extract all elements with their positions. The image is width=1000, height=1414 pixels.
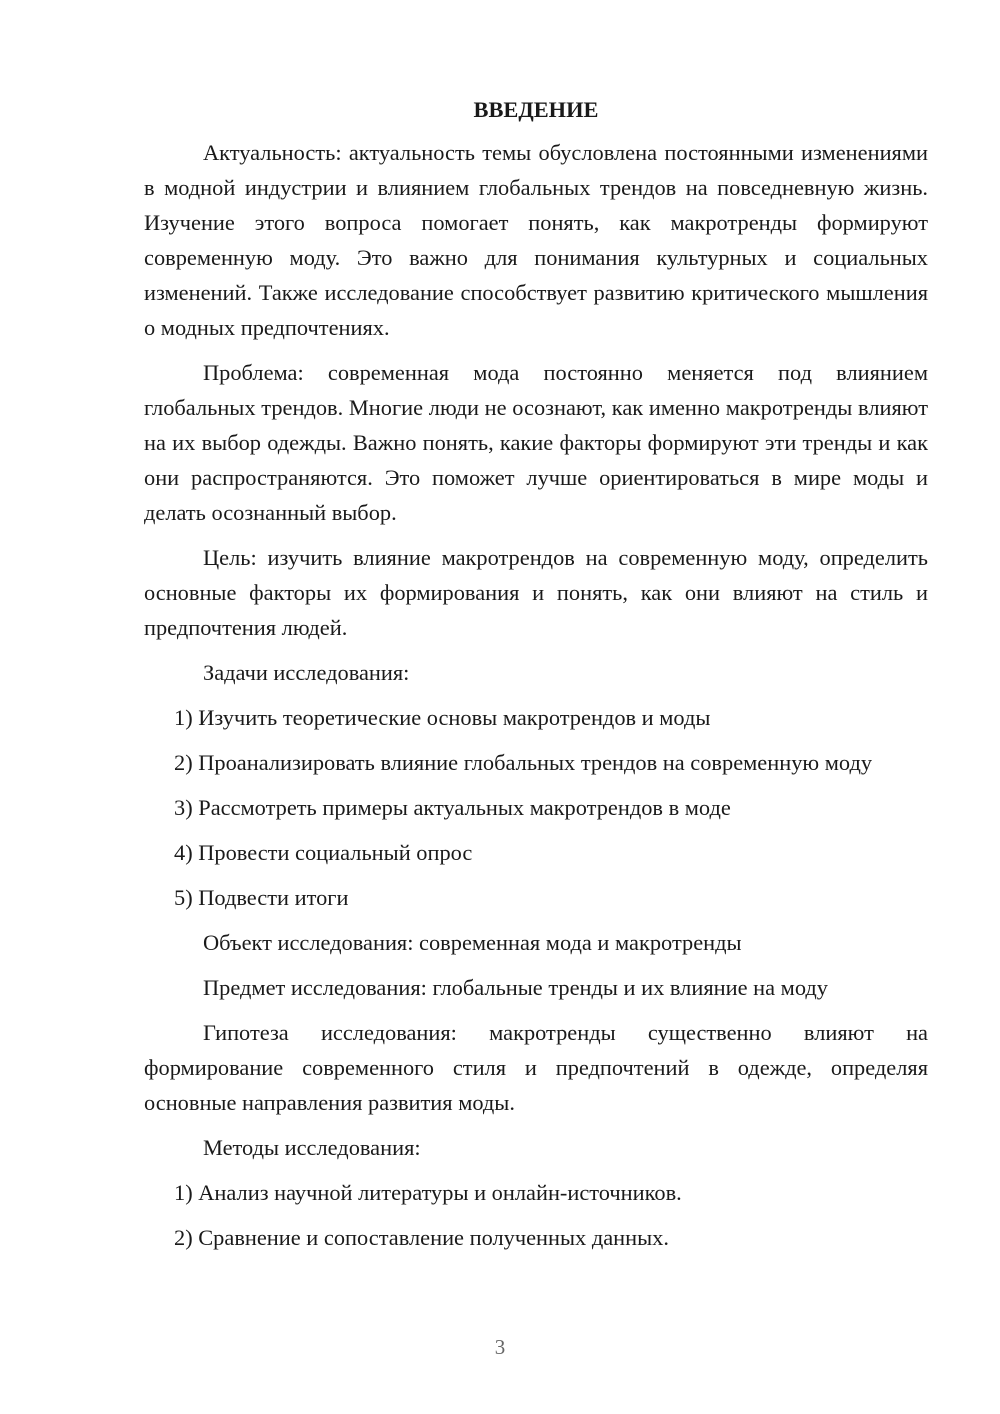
tasks-list: [144, 700, 928, 915]
list-item: 5) Подвести итоги: [174, 885, 349, 910]
problem-paragraph: Проблема: современная мода постоянно меняется под влиянием глобальных трендов. Многие люди не осознают, как именно макротренды влияют на их выбор одежды. Важно понять, какие факторы формируют эти тренды и как они распространяются. Это поможет лучше ориентироваться в мире моды и делать осознанный выбор.: [144, 360, 928, 525]
hypothesis-paragraph: Гипотеза исследования: макротренды существенно влияют на формирование современного стиля и предпочтений в одежде, определяя основные направления развития моды.: [144, 1020, 928, 1115]
document-page: [144, 92, 928, 1255]
list-item: 1) Анализ научной литературы и онлайн-источников.: [174, 1180, 682, 1205]
list-item: 1) Изучить теоретические основы макротрендов и моды: [174, 705, 711, 730]
methods-list: [144, 1175, 928, 1255]
object-paragraph: Объект исследования: современная мода и макротренды: [203, 930, 742, 955]
list-item: 4) Провести социальный опрос: [174, 840, 473, 865]
goal-paragraph: Цель: изучить влияние макротрендов на современную моду, определить основные факторы их формирования и понять, как они влияют на стиль и предпочтения людей.: [144, 545, 928, 640]
list-item: 3) Рассмотреть примеры актуальных макротрендов в моде: [174, 795, 731, 820]
list-item: 2) Проанализировать влияние глобальных трендов на современную моду: [174, 750, 873, 775]
tasks-heading: Задачи исследования:: [203, 660, 410, 685]
relevance-paragraph: Актуальность: актуальность темы обусловлена постоянными изменениями в модной индустрии и влиянием глобальных трендов на повседневную жизнь. Изучение этого вопроса помогает понять, как макротренды формируют современную моду. Это важно для понимания культурных и социальных изменений. Также исследование способствует развитию критического мышления о модных предпочтениях.: [144, 140, 928, 340]
list-item: 2) Сравнение и сопоставление полученных данных.: [174, 1225, 669, 1250]
page-title: ВВЕДЕНИЕ: [473, 97, 599, 122]
methods-heading: Методы исследования:: [203, 1135, 421, 1160]
page-number: 3: [494, 1335, 506, 1359]
subject-paragraph: Предмет исследования: глобальные тренды и их влияние на моду: [203, 975, 828, 1000]
